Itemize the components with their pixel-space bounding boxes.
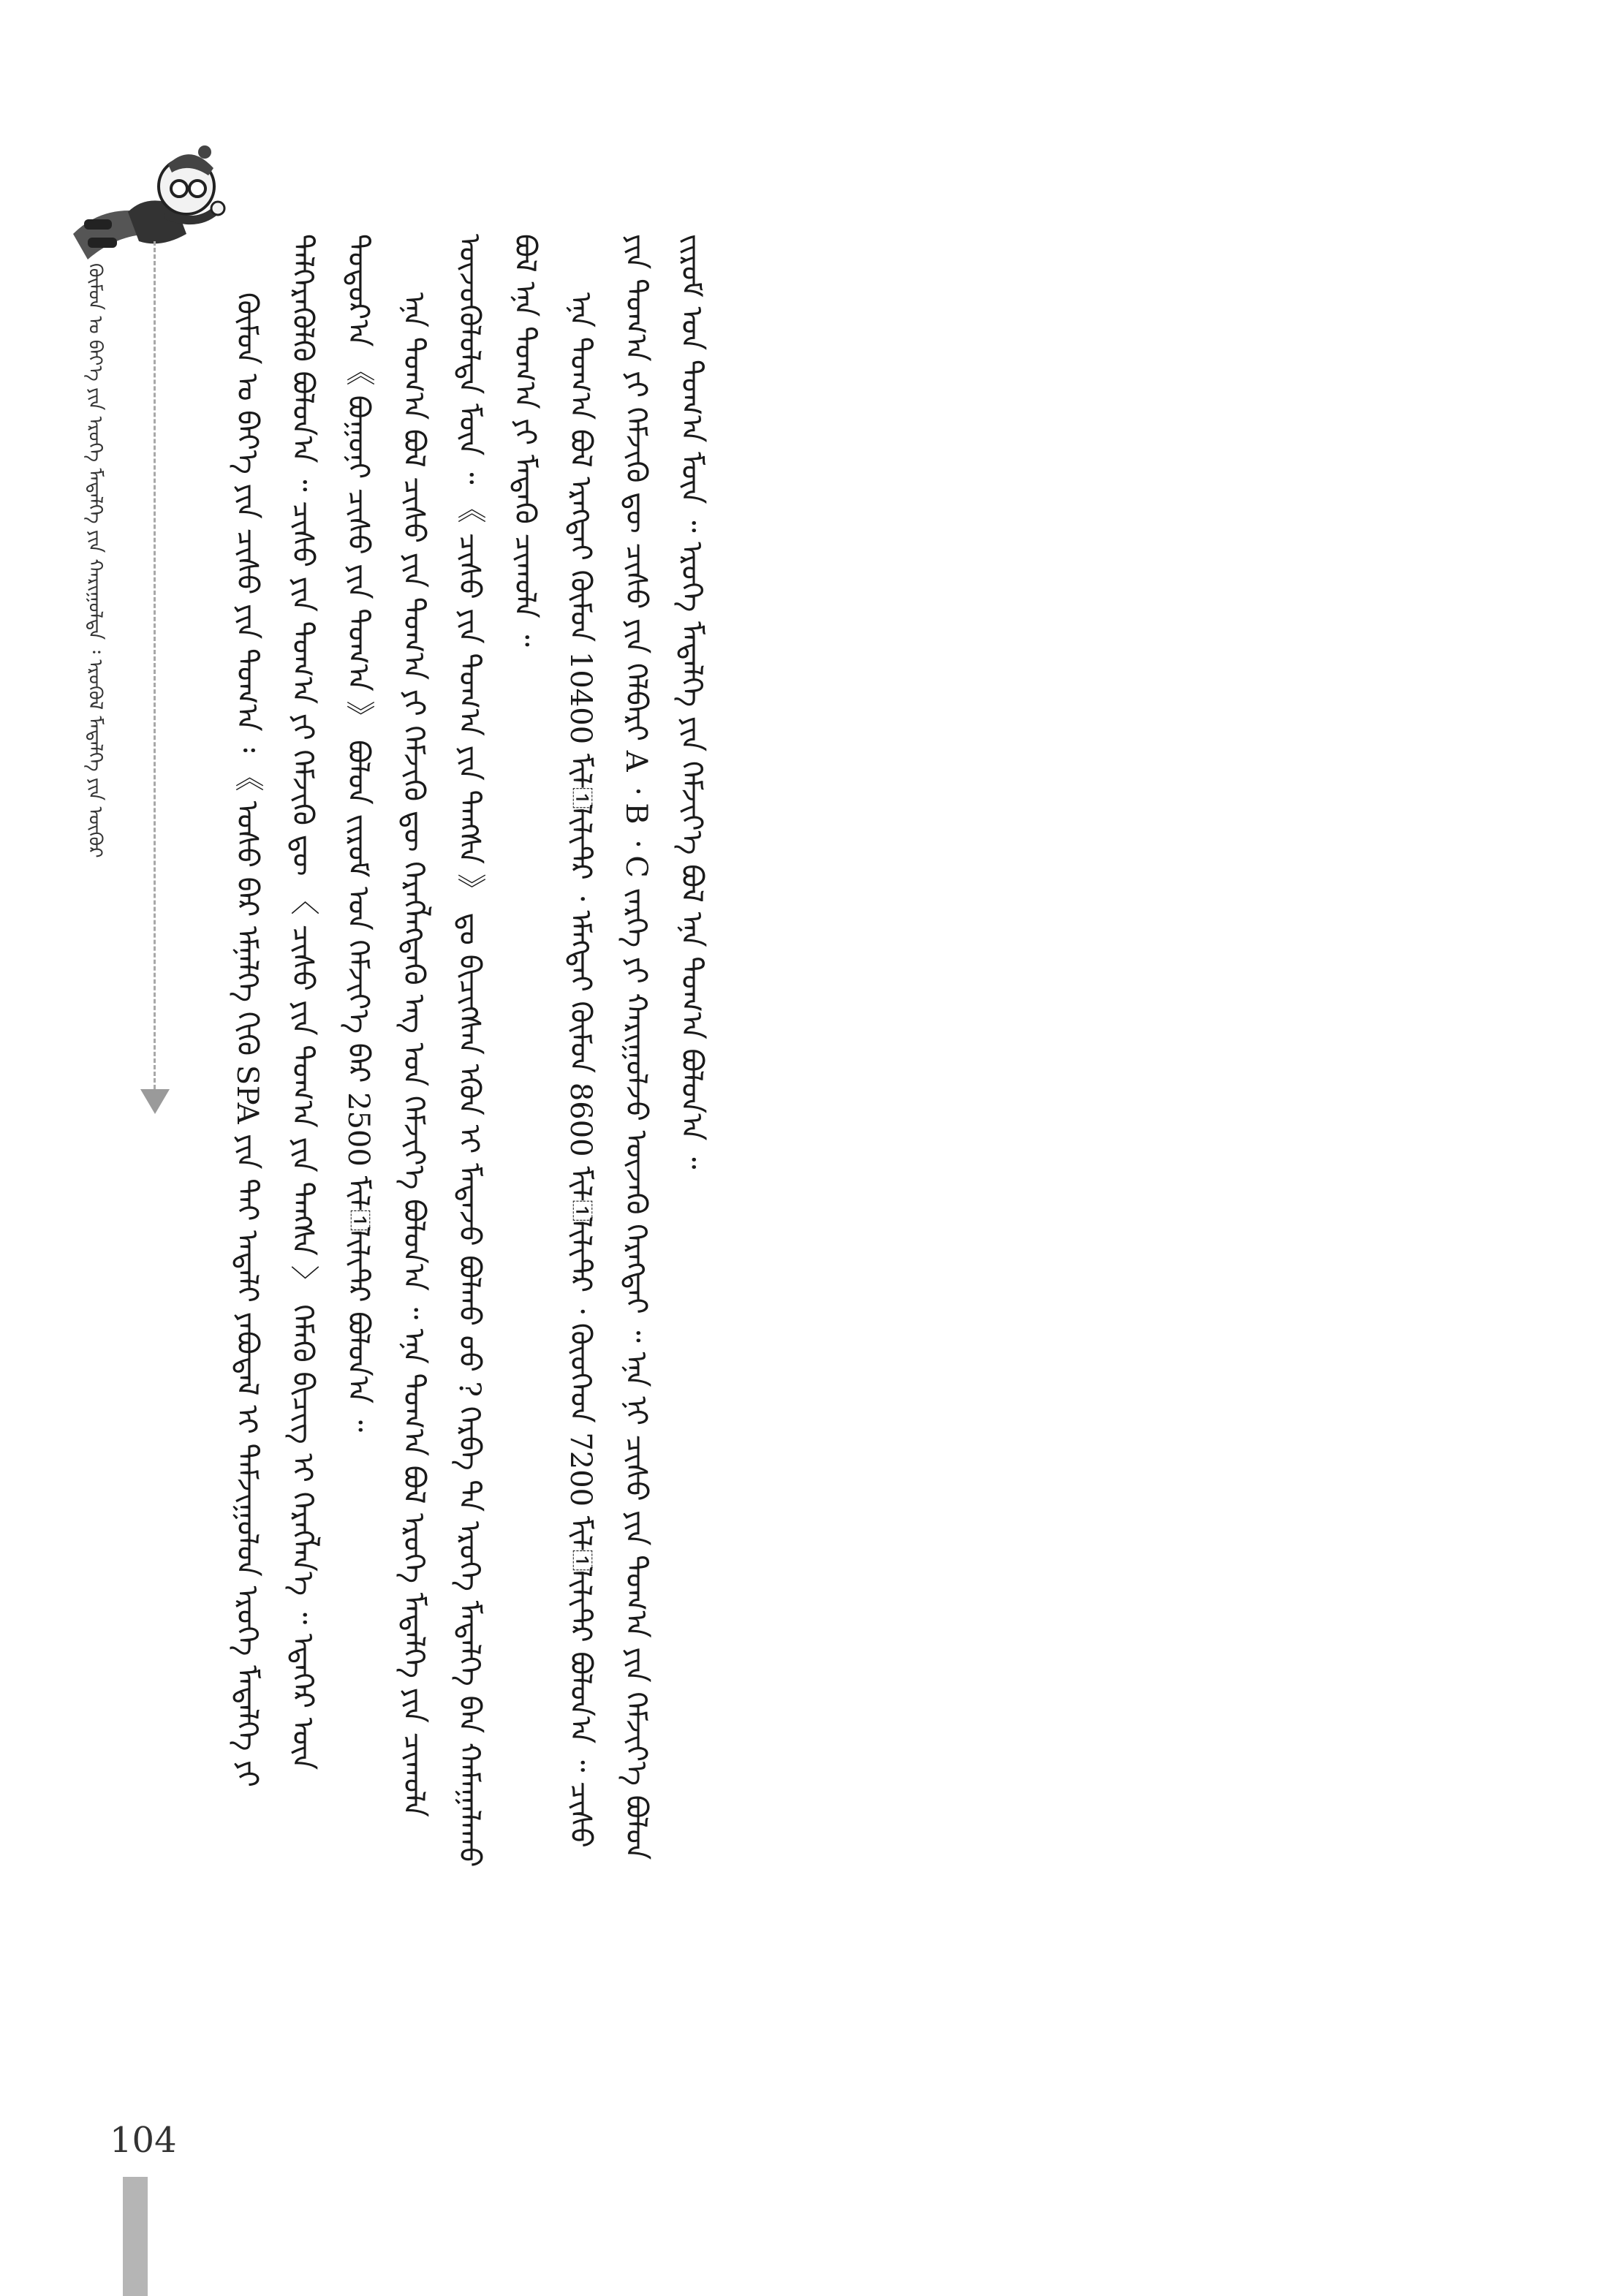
- header-arrow-icon: [140, 1089, 170, 1114]
- page-edge-tab: [123, 2177, 148, 2296]
- paragraph-2: ᠡᠨᠡ ᠲᠣᠭ᠎ᠠ ᠪᠣᠯ ᠴᠢᠰᠤ ᠶᠢᠨ ᠲᠣᠭ᠎ᠠ ᠶᠢ ᠬᠡᠮᠵᠢᠬᠦ ᠳᠦ ᠬᠡᠷᠡᠭᠯᠡᠭᠳᠡᠬᠦ ᠡᠩ ᠤᠨ ᠬᠡᠮᠵᠢᠶ᠎ᠡ ᠪᠣᠯᠤᠨ᠎ᠠ ᠃ ᠡᠨᠡ ᠲᠣᠭ᠎ᠠ ᠪᠣᠯ ᠡᠷᠦᠬᠡ ᠮᠡᠳᠡᠯᠭᠡ ᠶᠢᠨ ᠴᠢᠬᠤᠯᠠ ᠦᠵᠦᠬᠦᠯᠦᠯᠲᠡ ᠮᠥᠨ ᠃ 《 ᠴᠢᠰᠤ ᠶᠢᠨ ᠲᠣᠭ᠎ᠠ ᠶᠢᠨ ᠳᠠᠩᠰᠠ 》 ᠳᠤ ᠪᠢᠴᠢᠭᠰᠡᠨ ᠡᠭᠦᠨ ᠢ ᠮᠡᠳᠡᠵᠦ ᠪᠣᠯᠬᠤ ᠤᠤ ? ᠬᠡᠷᠪᠡ ᠲᠠ ᠡᠷᠦᠬᠡ ᠮᠡᠳᠡᠯᠭᠡ ᠪᠡᠨ ᠬᠠᠮᠠᠭᠠᠯᠠᠬᠤ ᠪᠣᠯ ᠡᠨᠡ ᠲᠣᠭ᠎ᠠ ᠶᠢ ᠮᠡᠳᠡᠬᠦ ᠴᠢᠬᠤᠯᠠ ᠃: [397, 234, 542, 1868]
- paragraph-3: ᠡᠨᠡ ᠲᠣᠭ᠎ᠠ ᠪᠣᠯ ᠡᠷᠡᠭᠲᠡᠢ ᠬᠦᠮᠦᠨ 10400 ᠮᠢᠯ᠋ᠯᠢᠯᠢᠲ᠋ᠷ ᠂ ᠡᠮᠡᠭᠲᠡᠢ ᠬᠦᠮᠦᠨ 8600 ᠮᠢᠯ᠋ᠯᠢᠯᠢᠲ᠋ᠷ ᠂ ᠬᠦᠦᠬᠡᠳ 7200 ᠮᠢᠯ᠋ᠯᠢᠯᠢᠲ᠋ᠷ ᠪᠣᠯᠤᠨ᠎ᠠ ᠃ ᠴᠢᠰᠤ ᠶᠢᠨ ᠲᠣᠭ᠎ᠠ ᠶᠢ ᠬᠡᠮᠵᠢᠬᠦ ᠳᠦ ᠴᠢᠰᠤ ᠶᠢᠨ ᠬᠡᠯᠪᠡᠷᠢ A ᠂ B ᠂ C ᠵᠡᠷᠭᠡ ᠶᠢ ᠬᠠᠷᠢᠭᠤᠯᠵᠤ ᠦᠵᠡᠬᠦ ᠬᠡᠷᠡᠭᠲᠡᠢ ᠃ ᠡᠨᠡ ᠨᠢ ᠴᠢᠰᠤ ᠶᠢᠨ ᠲᠣᠭ᠎ᠠ ᠶᠢᠨ ᠬᠡᠮᠵᠢᠶ᠎ᠡ ᠪᠣᠯᠤᠨ ᠵᠢᠷᠤᠮ ᠤᠨ ᠲᠣᠭ᠎ᠠ ᠮᠥᠨ ᠃ ᠡᠷᠦᠬᠡ ᠮᠡᠳᠡᠯᠭᠡ ᠶᠢᠨ ᠬᠡᠮᠵᠢᠶ᠎ᠡ ᠪᠣᠯ ᠡᠨᠡ ᠲᠣᠭ᠎ᠠ ᠪᠣᠯᠤᠨ᠎ᠠ ᠃: [564, 234, 708, 1860]
- running-header: ᠬᠦᠮᠦᠨ ᠤ ᠪᠡᠶ᠎ᠡ ᠶᠢᠨ ᠡᠷᠦᠬᠡ ᠮᠡᠳᠡᠯᠭᠡ ᠶᠢᠨ ᠬᠠᠷᠢᠭᠤᠯᠲᠠ ᠄ ᠡᠷᠦᠭᠦᠯ ᠮᠡᠳᠡᠯᠭᠡ ᠶᠢᠨ ᠦᠬᠦᠷ: [84, 263, 106, 858]
- header-divider: [154, 241, 156, 1089]
- mascot-illustration: [58, 124, 227, 270]
- paragraph-1: ᠬᠦᠮᠦᠨ ᠤ ᠪᠡᠶ᠎ᠡ ᠶᠢᠨ ᠴᠢᠰᠤ ᠶᠢᠨ ᠲᠣᠭ᠎ᠠ ᠄ 《 ᠤᠰᠤ ᠪᠡᠷ ᠡᠮᠨᠡᠯᠭᠡ ᠬᠢᠬᠦ SPA ᠶᠢᠨ ᠲᠡᠢ ᠠᠳᠠᠯᠢ ᠶᠠᠪᠤᠳᠠᠯ ᠢ ᠳᠠᠮᠵᠢᠭᠤᠯᠤᠨ ᠡᠷᠦᠬᠡ ᠮᠡᠳᠡᠯᠭᠡ ᠶᠢ ᠲᠡᠯᠭᠡᠷᠡᠭᠦᠯᠬᠦ ᠪᠣᠯᠤᠨ᠎ᠠ ᠃ ᠴᠢᠰᠤ ᠶᠢᠨ ᠲᠣᠭ᠎ᠠ ᠶᠢ ᠬᠡᠮᠵᠢᠬᠦ ᠳᠦ 〈 ᠴᠢᠰᠤ ᠶᠢᠨ ᠲᠣᠭ᠎ᠠ ᠶᠢᠨ ᠳᠠᠩᠰᠠ 〉 ᠬᠡᠮᠡᠬᠦ ᠪᠢᠴᠢᠭ᠌ ᠢ ᠬᠡᠷᠡᠭᠯᠡᠨ᠎ᠡ ᠃ ᠡᠳᠡᠭᠡᠷ ᠦᠨ ᠳᠣᠲᠣᠷ᠎ᠠ 《 ᠪᠣᠭᠤᠨᠢ ᠴᠢᠰᠤ ᠶᠢᠨ ᠲᠣᠭ᠎ᠠ 》 ᠪᠣᠯᠤᠨ ᠵᠢᠷᠤᠮ ᠤᠨ ᠬᠡᠮᠵᠢᠶ᠎ᠡ ᠪᠡᠷ 2500 ᠮᠢᠯ᠋ᠯᠢᠯᠢᠲ᠋ᠷ ᠪᠣᠯᠤᠨ᠎ᠠ ᠃: [230, 234, 375, 1787]
- body-text: [219, 234, 1331, 1886]
- page-number: 104: [110, 2120, 177, 2161]
